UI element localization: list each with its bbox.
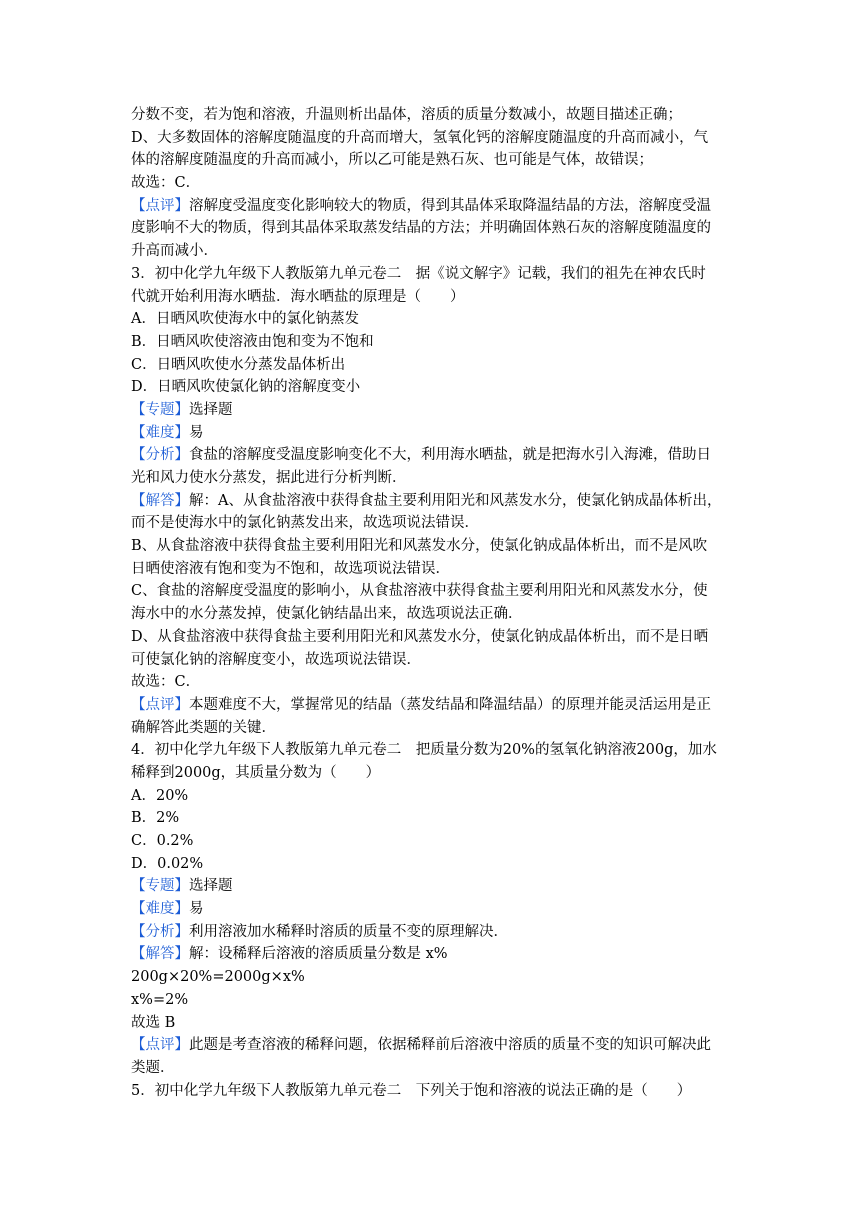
text-line bbox=[131, 762, 731, 785]
line-text: 故选：C． bbox=[131, 175, 201, 192]
line-text: B．日晒风吹使溶液由饱和变为不饱和 bbox=[131, 333, 374, 350]
line-text: 稀释到2000g，其质量分数为（ ） bbox=[131, 764, 381, 781]
line-text: 200g×20%=2000g×x% bbox=[131, 969, 305, 986]
line-text: 体的溶解度随温度的升高而减小，所以乙可能是熟石灰、也可能是气体，故错误； bbox=[131, 152, 653, 169]
text-line bbox=[131, 172, 731, 195]
line-text: 利用溶液加水稀释时溶质的质量不变的原理解决． bbox=[189, 923, 508, 940]
line-text: D、从食盐溶液中获得食盐主要利用阳光和风蒸发水分，使氯化钠成晶体析出，而不是日晒 bbox=[131, 628, 709, 645]
line-text: 日晒使溶液有饱和变为不饱和，故选项说法错误． bbox=[131, 560, 450, 577]
text-line bbox=[131, 943, 731, 966]
text-line bbox=[131, 444, 731, 467]
text-line bbox=[131, 558, 731, 581]
text-line bbox=[131, 921, 731, 944]
line-text: 光和风力使水分蒸发，据此进行分析判断． bbox=[131, 470, 407, 486]
line-text: 4．初中化学九年级下人教版第九单元卷二 把质量分数为20%的氢氧化钠溶液200g，加水 bbox=[131, 742, 717, 759]
text-line bbox=[131, 603, 731, 626]
line-text: x%=2% bbox=[131, 991, 189, 1008]
line-text: C．日晒风吹使水分蒸发晶体析出 bbox=[131, 356, 346, 373]
text-line bbox=[131, 104, 731, 127]
text-line bbox=[131, 739, 731, 762]
text-line bbox=[131, 354, 731, 377]
line-text: 解：A、从食盐溶液中获得食盐主要利用阳光和风蒸发水分，使氯化钠成晶体析出， bbox=[189, 492, 722, 509]
text-line bbox=[131, 807, 731, 830]
text-line bbox=[131, 512, 731, 535]
text-line bbox=[131, 127, 731, 150]
line-text: 度影响不大的物质，得到其晶体采取蒸发结晶的方法；并明确固体熟石灰的溶解度随温度的 bbox=[131, 220, 711, 237]
text-line bbox=[131, 649, 731, 672]
text-line bbox=[131, 671, 731, 694]
line-text: 食盐的溶解度受温度影响变化不大，利用海水晒盐，就是把海水引入海滩，借助日 bbox=[189, 447, 711, 464]
line-text: 故选：C． bbox=[131, 674, 201, 691]
line-text: B、从食盐溶液中获得食盐主要利用阳光和风蒸发水分，使氯化钠成晶体析出，而不是风吹 bbox=[131, 538, 708, 555]
text-line bbox=[131, 626, 731, 649]
text-line bbox=[131, 331, 731, 354]
text-line bbox=[131, 286, 731, 309]
text-line bbox=[131, 376, 731, 399]
line-text: 升高而减小． bbox=[131, 243, 218, 260]
section-tag: 【专题】 bbox=[131, 878, 189, 895]
line-text: 溶解度受温度变化影响较大的物质，得到其晶体采取降温结晶的方法，溶解度受温 bbox=[189, 197, 711, 214]
text-line bbox=[131, 149, 731, 172]
text-line bbox=[131, 535, 731, 558]
text-line bbox=[131, 1080, 731, 1103]
line-text: 可使氯化钠的溶解度变小，故选项说法错误． bbox=[131, 651, 421, 668]
section-tag: 【专题】 bbox=[131, 401, 189, 418]
line-text: C、食盐的溶解度受温度的影响小，从食盐溶液中获得食盐主要利用阳光和风蒸发水分，使 bbox=[131, 583, 708, 600]
text-line bbox=[131, 422, 731, 445]
text-line bbox=[131, 308, 731, 331]
text-line bbox=[131, 1034, 731, 1057]
line-text: 选择题 bbox=[189, 401, 233, 418]
line-text: 解：设稀释后溶液的溶质质量分数是 x% bbox=[189, 946, 448, 963]
text-line bbox=[131, 898, 731, 921]
text-line bbox=[131, 467, 731, 490]
text-line bbox=[131, 785, 731, 808]
section-tag: 【分析】 bbox=[131, 447, 189, 464]
line-text: 故选 B bbox=[131, 1014, 176, 1031]
text-line bbox=[131, 966, 731, 989]
section-tag: 【难度】 bbox=[131, 424, 189, 441]
text-line bbox=[131, 1012, 731, 1035]
line-text: 3．初中化学九年级下人教版第九单元卷二 据《说文解字》记载，我们的祖先在神农氏时 bbox=[131, 265, 706, 282]
line-text: 分数不变，若为饱和溶液，升温则析出晶体，溶质的质量分数减小，故题目描述正确； bbox=[131, 107, 682, 123]
line-text: B．2% bbox=[131, 810, 180, 827]
line-text: D．0.02% bbox=[131, 855, 204, 872]
line-text: 此题是考查溶液的稀释问题，依据稀释前后溶液中溶质的质量不变的知识可解决此 bbox=[189, 1037, 711, 1054]
text-line bbox=[131, 989, 731, 1012]
line-text: 类题． bbox=[131, 1059, 175, 1076]
line-text: 选择题 bbox=[189, 878, 233, 895]
section-tag: 【解答】 bbox=[131, 492, 189, 509]
line-text: 海水中的水分蒸发掉，使氯化钠结晶出来，故选项说法正确． bbox=[131, 606, 523, 623]
text-line bbox=[131, 853, 731, 876]
section-tag: 【点评】 bbox=[131, 1037, 189, 1054]
text-line bbox=[131, 263, 731, 286]
text-line bbox=[131, 830, 731, 853]
document-page bbox=[131, 104, 731, 1102]
line-text: 5．初中化学九年级下人教版第九单元卷二 下列关于饱和溶液的说法正确的是（ ） bbox=[131, 1082, 692, 1099]
text-line bbox=[131, 875, 731, 898]
text-line bbox=[131, 240, 731, 263]
section-tag: 【分析】 bbox=[131, 923, 189, 940]
text-line bbox=[131, 195, 731, 218]
line-text: D、大多数固体的溶解度随温度的升高而增大，氢氧化钙的溶解度随温度的升高而减小，气 bbox=[131, 129, 709, 146]
text-line bbox=[131, 580, 731, 603]
text-line bbox=[131, 1057, 731, 1080]
text-line bbox=[131, 399, 731, 422]
text-line bbox=[131, 217, 731, 240]
line-text: A．日晒风吹使海水中的氯化钠蒸发 bbox=[131, 311, 359, 328]
line-text: C．0.2% bbox=[131, 833, 194, 849]
line-text: D．日晒风吹使氯化钠的溶解度变小 bbox=[131, 379, 361, 396]
section-tag: 【点评】 bbox=[131, 197, 189, 214]
line-text: A．20% bbox=[131, 787, 189, 804]
section-tag: 【难度】 bbox=[131, 901, 189, 918]
line-text: 代就开始利用海水晒盐．海水晒盐的原理是（ ） bbox=[131, 288, 465, 305]
line-text: 易 bbox=[189, 424, 204, 441]
line-text: 确解答此类题的关键． bbox=[131, 719, 276, 736]
line-text: 而不是使海水中的氯化钠蒸发出来，故选项说法错误． bbox=[131, 515, 479, 532]
line-text: 易 bbox=[189, 901, 204, 918]
section-tag: 【点评】 bbox=[131, 696, 189, 713]
text-line bbox=[131, 490, 731, 513]
text-line bbox=[131, 694, 731, 717]
section-tag: 【解答】 bbox=[131, 946, 189, 963]
line-text: 本题难度不大，掌握常见的结晶（蒸发结晶和降温结晶）的原理并能灵活运用是正 bbox=[189, 696, 711, 713]
text-line bbox=[131, 717, 731, 740]
